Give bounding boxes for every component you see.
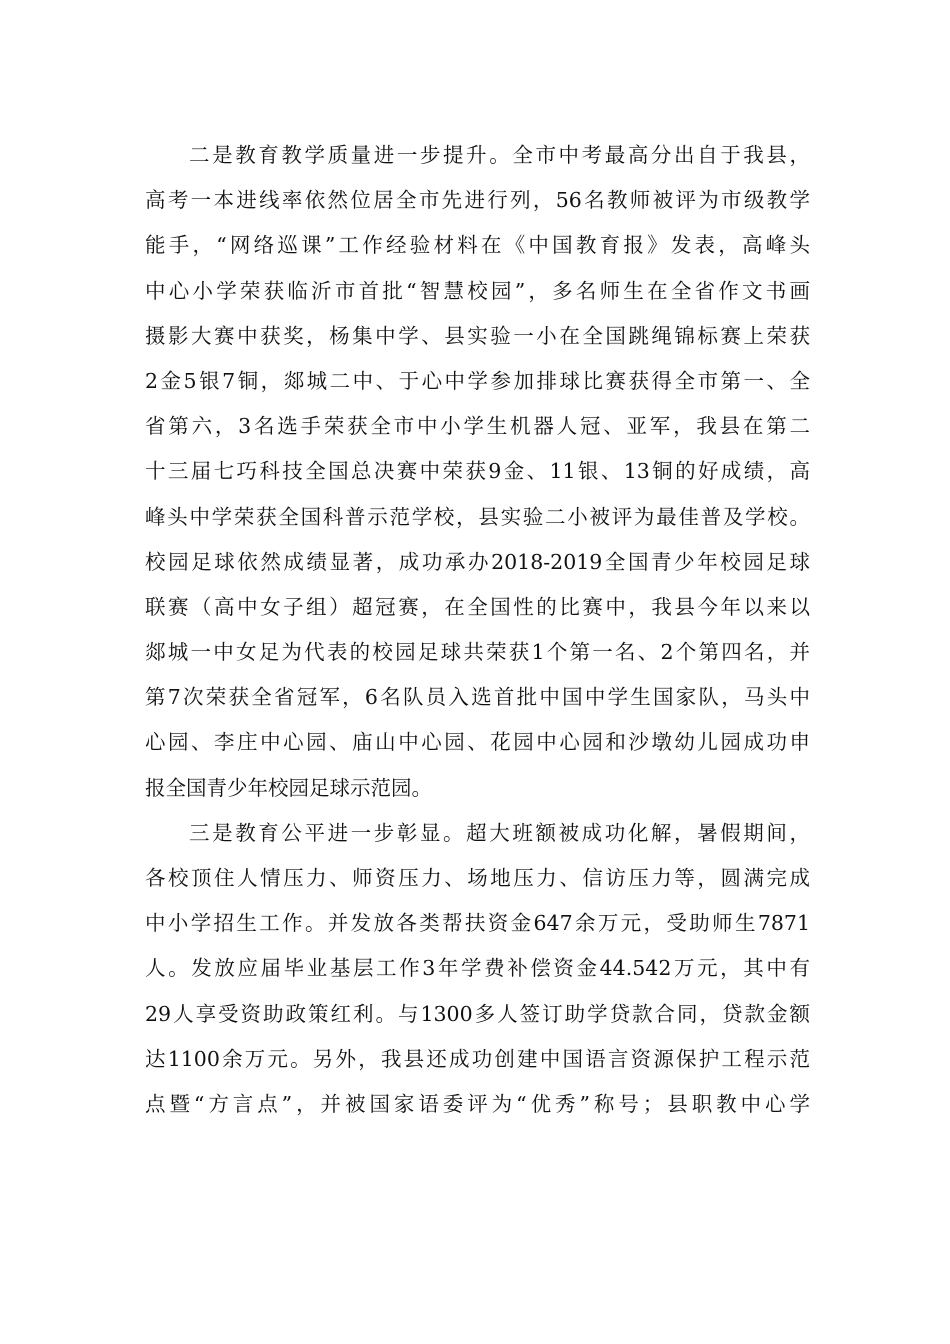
paragraph-education-quality	[145, 133, 810, 811]
paragraph-line: 点暨“方言点”，并被国家语委评为“优秀”称号；县职教中心学	[145, 1091, 810, 1116]
paragraph-line: 郯城一中女足为代表的校园足球共荣获1个第一名、2个第四名，并	[145, 640, 810, 665]
document-page	[145, 133, 810, 1127]
paragraph-line: 各校顶住人情压力、师资压力、场地压力、信访压力等，圆满完成	[145, 866, 810, 890]
paragraph-line: 省第六，3名选手荣获全市中小学生机器人冠、亚军，我县在第二	[145, 414, 810, 439]
paragraph-line: 29人享受资助政策红利。与1300多人签订助学贷款合同，贷款金额	[145, 1001, 810, 1026]
paragraph-line: 中小学招生工作。并发放各类帮扶资金647余万元，受助师生7871	[145, 911, 810, 936]
paragraph-line: 报全国青少年校园足球示范园。	[145, 775, 432, 800]
paragraph-line: 人。发放应届毕业基层工作3年学费补偿资金44.542万元，其中有	[145, 956, 810, 981]
paragraph-line: 二是教育教学质量进一步提升。全市中考最高分出自于我县，	[189, 143, 810, 167]
paragraph-line: 第7次荣获全省冠军，6名队员入选首批中国中学生国家队，马头中	[145, 685, 810, 710]
paragraph-line: 摄影大赛中获奖，杨集中学、县实验一小在全国跳绳锦标赛上荣获	[145, 323, 810, 348]
paragraph-line: 峰头中学荣获全国科普示范学校，县实验二小被评为最佳普及学校。	[145, 504, 810, 529]
paragraph-line: 心园、李庄中心园、庙山中心园、花园中心园和沙墩幼儿园成功申	[145, 730, 810, 755]
paragraph-line: 达1100余万元。另外，我县还成功创建中国语言资源保护工程示范	[145, 1046, 810, 1071]
paragraph-line: 2金5银7铜，郯城二中、于心中学参加排球比赛获得全市第一、全	[145, 368, 810, 393]
paragraph-line: 十三届七巧科技全国总决赛中荣获9金、11银、13铜的好成绩，高	[145, 459, 810, 484]
paragraph-line: 联赛（高中女子组）超冠赛，在全国性的比赛中，我县今年以来以	[145, 594, 810, 619]
paragraph-line: 能手，“网络巡课”工作经验材料在《中国教育报》发表，高峰头	[145, 233, 810, 258]
paragraph-education-equity	[145, 811, 810, 1127]
paragraph-line: 校园足球依然成绩显著，成功承办2018-2019全国青少年校园足球	[145, 549, 810, 574]
paragraph-line: 高考一本进线率依然位居全市先进行列，56名教师被评为市级教学	[145, 188, 810, 213]
paragraph-line: 三是教育公平进一步彰显。超大班额被成功化解，暑假期间，	[189, 820, 810, 845]
paragraph-line: 中心小学荣获临沂市首批“智慧校园”，多名师生在全省作文书画	[145, 278, 810, 303]
